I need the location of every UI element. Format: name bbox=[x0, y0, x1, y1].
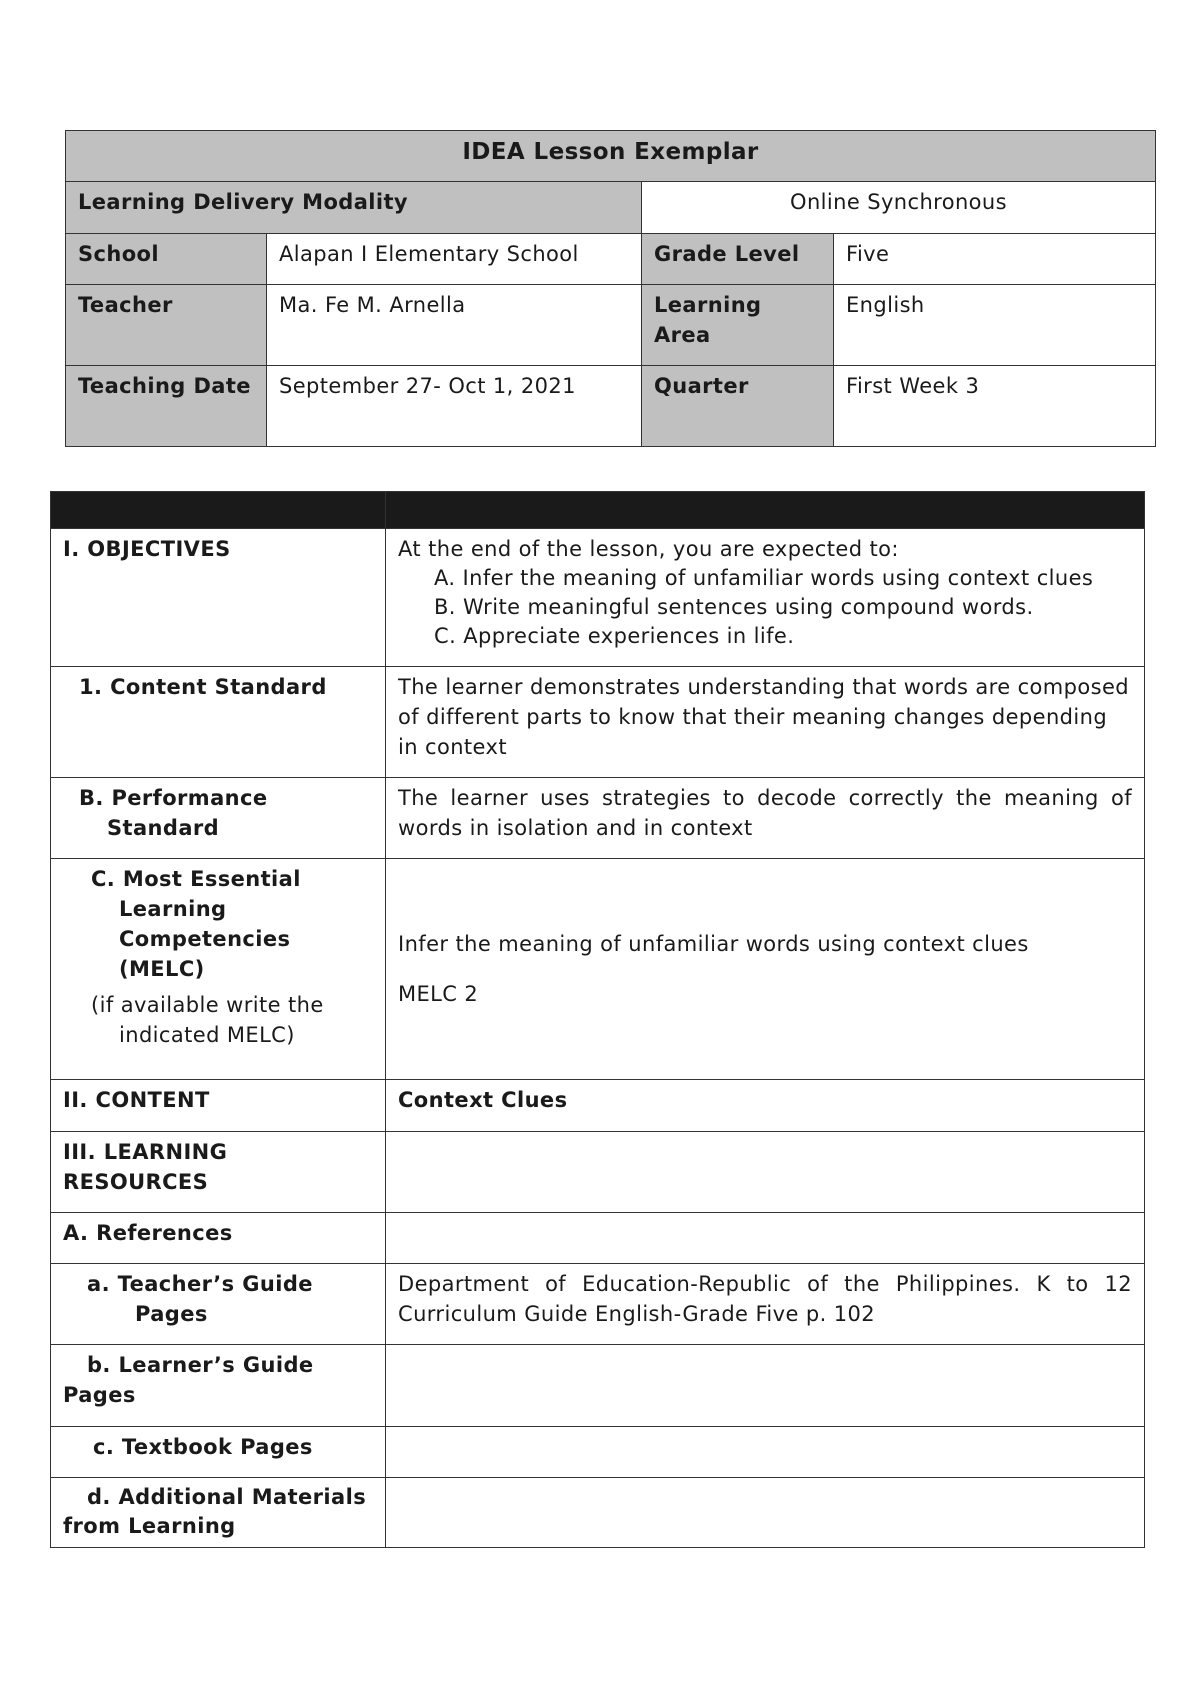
textbook-value bbox=[386, 1427, 1145, 1478]
objective-item: C. Appreciate experiences in life. bbox=[434, 624, 795, 648]
learners-guide-label: b. Learner’s Guide Pages bbox=[51, 1345, 386, 1427]
objectives-list bbox=[398, 564, 1132, 651]
learning-area-value: English bbox=[834, 285, 1156, 366]
melc-label-cell bbox=[51, 859, 386, 1080]
teacher-value: Ma. Fe M. Arnella bbox=[267, 285, 642, 366]
header-band-right bbox=[386, 492, 1145, 529]
learning-resources-value bbox=[386, 1132, 1145, 1213]
melc-value: Infer the meaning of unfamiliar words using context clues bbox=[398, 931, 1029, 956]
textbook-label: c. Textbook Pages bbox=[51, 1427, 386, 1478]
teachers-guide-value: Department of Education-Republic of the Philippines. K to 12 Curriculum Guide English-Grade Five p. 102 bbox=[386, 1264, 1145, 1345]
references-label: A. References bbox=[51, 1213, 386, 1264]
performance-standard-label: B. Performance Standard bbox=[51, 778, 386, 859]
content-value: Context Clues bbox=[386, 1080, 1145, 1132]
school-label: School bbox=[66, 234, 267, 285]
content-label: II. CONTENT bbox=[51, 1080, 386, 1132]
header-band-left bbox=[51, 492, 386, 529]
content-standard-value: The learner demonstrates understanding that words are composed of different parts to know that their meaning changes depending in context bbox=[386, 667, 1145, 778]
document-title: IDEA Lesson Exemplar bbox=[66, 131, 1156, 182]
objectives-intro: At the end of the lesson, you are expected to: bbox=[398, 537, 899, 561]
lesson-header-table bbox=[65, 130, 1156, 447]
melc-label: C. Most Essential Learning Competencies (MELC) bbox=[91, 867, 301, 981]
quarter-value: First Week 3 bbox=[834, 366, 1156, 447]
additional-materials-value bbox=[386, 1478, 1145, 1548]
teaching-date-value: September 27- Oct 1, 2021 bbox=[267, 366, 642, 447]
content-standard-label: 1. Content Standard bbox=[51, 667, 386, 778]
learning-area-label: Learning Area bbox=[642, 285, 834, 366]
grade-level-label: Grade Level bbox=[642, 234, 834, 285]
objectives-cell bbox=[386, 529, 1145, 667]
teachers-guide-label: a. Teacher’s Guide Pages bbox=[51, 1264, 386, 1345]
learners-guide-value bbox=[386, 1345, 1145, 1427]
teaching-date-label: Teaching Date bbox=[66, 366, 267, 447]
objective-item: B. Write meaningful sentences using compound words. bbox=[434, 595, 1034, 619]
objectives-label: I. OBJECTIVES bbox=[51, 529, 386, 667]
objective-item: A. Infer the meaning of unfamiliar words using context clues bbox=[434, 566, 1094, 590]
quarter-label: Quarter bbox=[642, 366, 834, 447]
melc-note: (if available write the indicated MELC) bbox=[91, 993, 324, 1047]
melc-value-cell bbox=[386, 859, 1145, 1080]
performance-standard-value: The learner uses strategies to decode correctly the meaning of words in isolation and in context bbox=[386, 778, 1145, 859]
modality-value: Online Synchronous bbox=[642, 182, 1156, 234]
learning-resources-label: III. LEARNING RESOURCES bbox=[51, 1132, 386, 1213]
melc-code: MELC 2 bbox=[398, 981, 479, 1006]
modality-label: Learning Delivery Modality bbox=[66, 182, 642, 234]
teacher-label: Teacher bbox=[66, 285, 267, 366]
references-value bbox=[386, 1213, 1145, 1264]
lesson-plan-table bbox=[50, 491, 1145, 1548]
school-value: Alapan I Elementary School bbox=[267, 234, 642, 285]
additional-materials-label: d. Additional Materials from Learning bbox=[51, 1478, 386, 1548]
grade-level-value: Five bbox=[834, 234, 1156, 285]
